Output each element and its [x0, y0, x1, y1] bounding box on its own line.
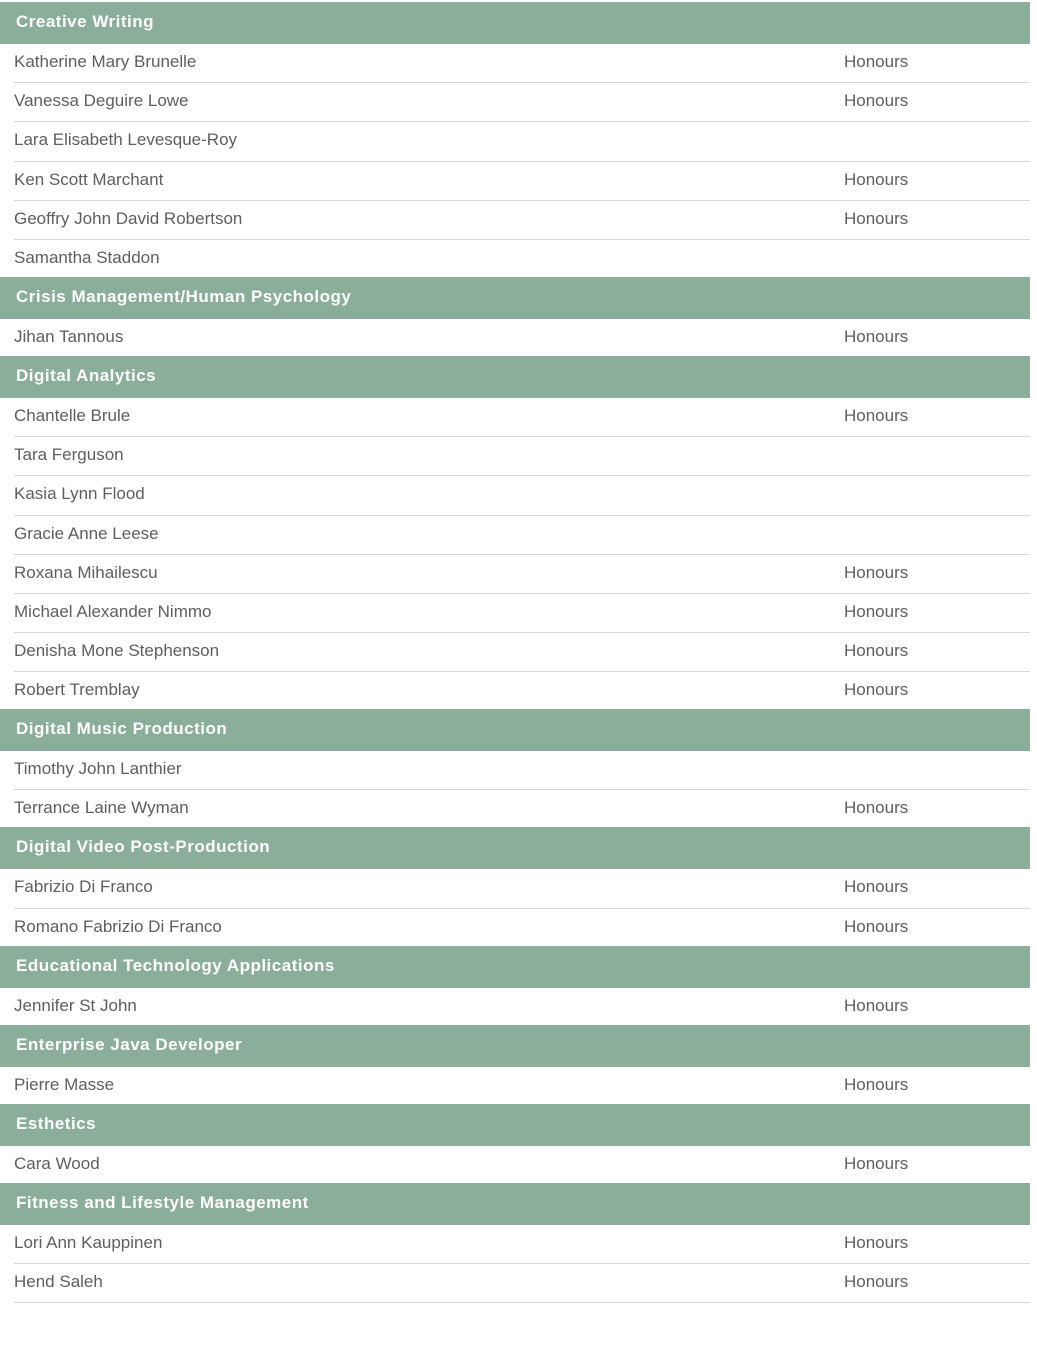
- honours-label: Honours: [844, 1232, 909, 1252]
- graduate-name: Cara Wood: [14, 1153, 100, 1173]
- graduate-row: [14, 201, 1030, 240]
- graduate-row: [14, 1067, 1030, 1104]
- program-header: Esthetics: [0, 1104, 1030, 1146]
- program-section: [0, 1025, 1030, 1104]
- graduate-name: Robert Tremblay: [14, 680, 140, 700]
- graduate-name: Terrance Laine Wyman: [14, 798, 189, 818]
- graduate-row: [14, 83, 1030, 122]
- graduates-list: [0, 2, 1030, 1303]
- program-header: Digital Music Production: [0, 709, 1030, 751]
- honours-label: Honours: [844, 995, 909, 1015]
- graduate-name: Michael Alexander Nimmo: [14, 601, 212, 621]
- honours-label: Honours: [844, 877, 909, 897]
- honours-label: Honours: [844, 680, 909, 700]
- graduate-name: Samantha Staddon: [14, 247, 160, 267]
- program-section: [0, 709, 1030, 827]
- graduate-row: [14, 516, 1030, 555]
- graduate-name: Roxana Mihailescu: [14, 562, 158, 582]
- graduate-row: [14, 1264, 1030, 1303]
- honours-label: Honours: [844, 916, 909, 936]
- graduate-row: [14, 594, 1030, 633]
- graduate-name: Ken Scott Marchant: [14, 169, 164, 189]
- graduate-row: [14, 162, 1030, 201]
- graduate-row: [14, 909, 1030, 946]
- graduate-name: Lori Ann Kauppinen: [14, 1232, 163, 1252]
- honours-label: Honours: [844, 1271, 909, 1291]
- graduate-row: [14, 790, 1030, 827]
- graduate-row: [14, 555, 1030, 594]
- program-section: [0, 827, 1030, 945]
- honours-label: Honours: [844, 208, 909, 228]
- graduate-row: [14, 751, 1030, 790]
- honours-label: Honours: [844, 52, 909, 71]
- graduate-name: Chantelle Brule: [14, 405, 131, 425]
- program-header: Creative Writing: [0, 2, 1030, 44]
- honours-label: Honours: [844, 562, 909, 582]
- graduate-row: [14, 633, 1030, 672]
- graduate-row: [14, 44, 1030, 83]
- honours-label: Honours: [844, 641, 909, 661]
- program-section: [0, 1183, 1030, 1303]
- honours-label: Honours: [844, 169, 909, 189]
- honours-label: Honours: [844, 1153, 909, 1173]
- graduate-name: Timothy John Lanthier: [14, 759, 182, 779]
- graduate-name: Kasia Lynn Flood: [14, 484, 145, 504]
- honours-label: Honours: [844, 326, 909, 346]
- graduate-name: Pierre Masse: [14, 1074, 115, 1094]
- graduate-row: [14, 1225, 1030, 1264]
- honours-label: Honours: [844, 798, 909, 818]
- graduate-name: Jennifer St John: [14, 995, 137, 1015]
- graduate-name: Romano Fabrizio Di Franco: [14, 916, 222, 936]
- program-header: Digital Analytics: [0, 356, 1030, 398]
- program-section: [0, 2, 1030, 277]
- program-section: [0, 946, 1030, 1025]
- graduate-name: Lara Elisabeth Levesque-Roy: [14, 130, 238, 150]
- graduate-row: [14, 672, 1030, 709]
- program-header: Enterprise Java Developer: [0, 1025, 1030, 1067]
- honours-label: Honours: [844, 1074, 909, 1094]
- program-section: [0, 1104, 1030, 1183]
- graduate-name: Geoffry John David Robertson: [14, 208, 243, 228]
- honours-label: Honours: [844, 405, 909, 425]
- graduate-name: Fabrizio Di Franco: [14, 877, 153, 897]
- graduate-name: Katherine Mary Brunelle: [14, 52, 197, 71]
- graduate-name: Hend Saleh: [14, 1271, 103, 1291]
- honours-label: Honours: [844, 91, 909, 111]
- graduate-row: [14, 122, 1030, 161]
- graduate-name: Vanessa Deguire Lowe: [14, 91, 189, 111]
- graduate-row: [14, 476, 1030, 515]
- graduate-row: [14, 398, 1030, 437]
- program-section: [0, 356, 1030, 709]
- graduate-row: [14, 988, 1030, 1025]
- program-header: Crisis Management/Human Psychology: [0, 277, 1030, 319]
- graduate-row: [14, 869, 1030, 908]
- graduate-row: [14, 1146, 1030, 1183]
- graduate-row: [14, 437, 1030, 476]
- honours-label: Honours: [844, 601, 909, 621]
- graduate-row: [14, 319, 1030, 356]
- graduate-name: Gracie Anne Leese: [14, 523, 159, 543]
- program-header: Educational Technology Applications: [0, 946, 1030, 988]
- program-header: Digital Video Post-Production: [0, 827, 1030, 869]
- program-section: [0, 277, 1030, 356]
- program-header: Fitness and Lifestyle Management: [0, 1183, 1030, 1225]
- graduate-name: Jihan Tannous: [14, 326, 124, 346]
- graduate-name: Denisha Mone Stephenson: [14, 641, 220, 661]
- graduate-name: Tara Ferguson: [14, 445, 124, 465]
- graduate-row: [14, 240, 1030, 277]
